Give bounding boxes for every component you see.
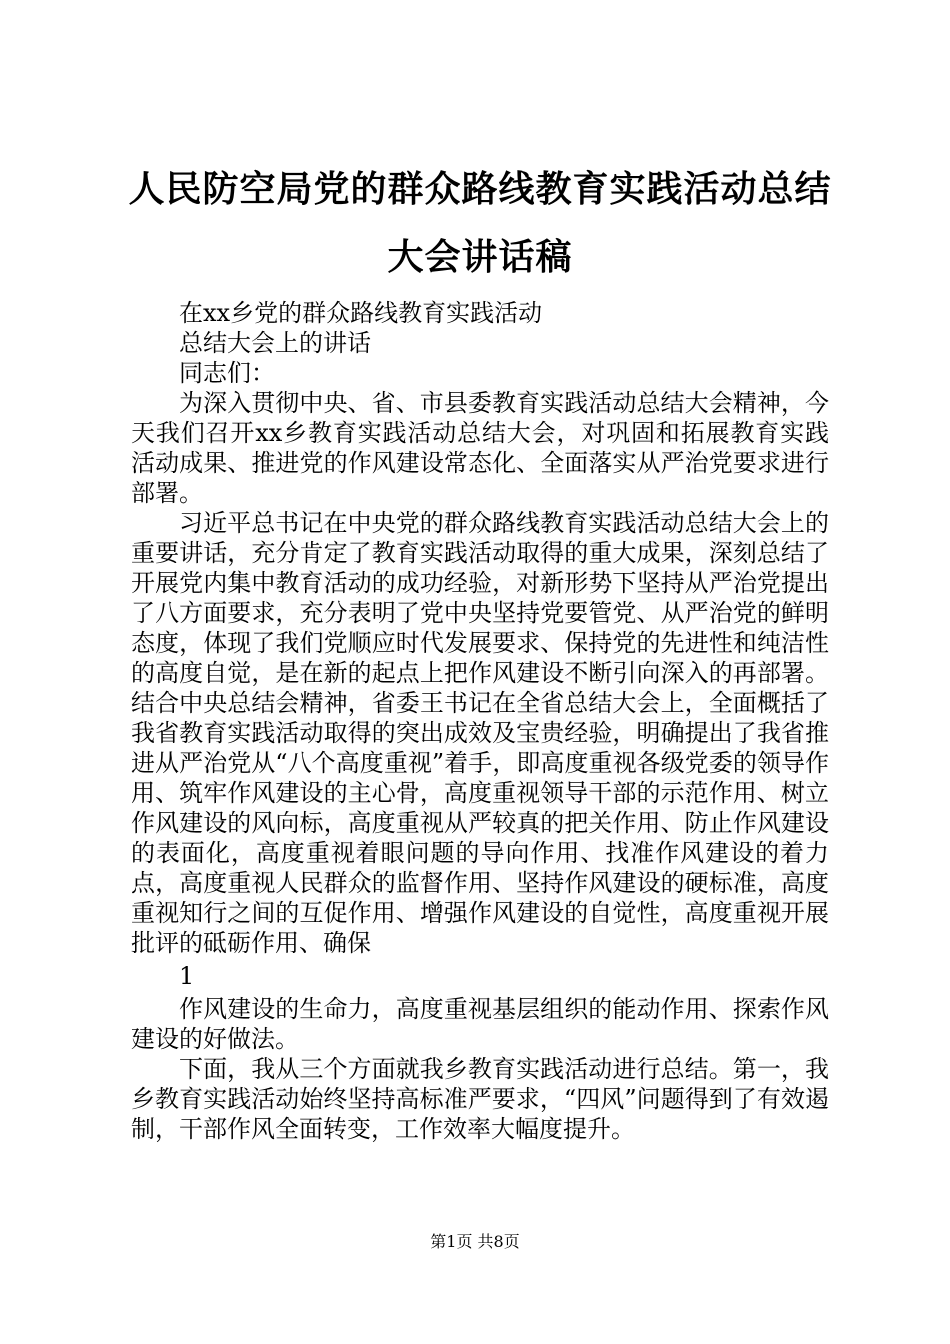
subtitle-line-2: 总结大会上的讲话 xyxy=(179,329,371,357)
document-body xyxy=(131,298,829,1144)
paragraph-summary-first: 下面，我从三个方面就我乡教育实践活动进行总结。第一，我乡教育实践活动始终坚持高标准严要求，“四风”问题得到了有效遏制，干部作风全面转变，工作效率大幅度提升。 xyxy=(131,1055,829,1143)
paragraph-intro: 为深入贯彻中央、省、市县委教育实践活动总结大会精神，今天我们召开xx乡教育实践活动总结大会，对巩固和拓展教育实践活动成果、推进党的作风建设常态化、全面落实从严治党要求进行部署。 xyxy=(131,389,829,507)
paragraph-continuation: 作风建设的生命力，高度重视基层组织的能动作用、探索作风建设的好做法。 xyxy=(131,995,829,1053)
salutation: 同志们： xyxy=(179,359,275,387)
page-footer: 第1页 共8页 xyxy=(430,1232,520,1251)
inline-page-number: 1 xyxy=(179,962,195,990)
subtitle-line-1: 在xx乡党的群众路线教育实践活动 xyxy=(179,299,543,327)
document-title: 人民防空局党的群众路线教育实践活动总结大会讲话稿 xyxy=(128,169,832,278)
paragraph-speech-summary: 习近平总书记在中央党的群众路线教育实践活动总结大会上的重要讲话，充分肯定了教育实践活动取得的重大成果，深刻总结了开展党内集中教育活动的成功经验，对新形势下坚持从严治党提出了八方面要求，充分表明了党中央坚持党要管党、从严治党的鲜明态度，体现了我们党顺应时代发展要求、保持党的先进性和纯洁性的高度自觉，是在新的起点上把作风建设不断引向深入的再部署。结合中央总结会精神，省委王书记在全省总结大会上，全面概括了我省教育实践活动取得的突出成效及宝贵经验，明确提出了我省推进从严治党从“八个高度重视”着手，即高度重视各级党委的领导作用、筑牢作风建设的主心骨，高度重视领导干部的示范作用、树立作风建设的风向标，高度重视从严较真的把关作用、防止作风建设的表面化，高度重视着眼问题的导向作用、找准作风建设的着力点，高度重视人民群众的监督作用、坚持作风建设的硬标准，高度重视知行之间的互促作用、增强作风建设的自觉性，高度重视开展批评的砥砺作用、确保 xyxy=(131,509,829,957)
